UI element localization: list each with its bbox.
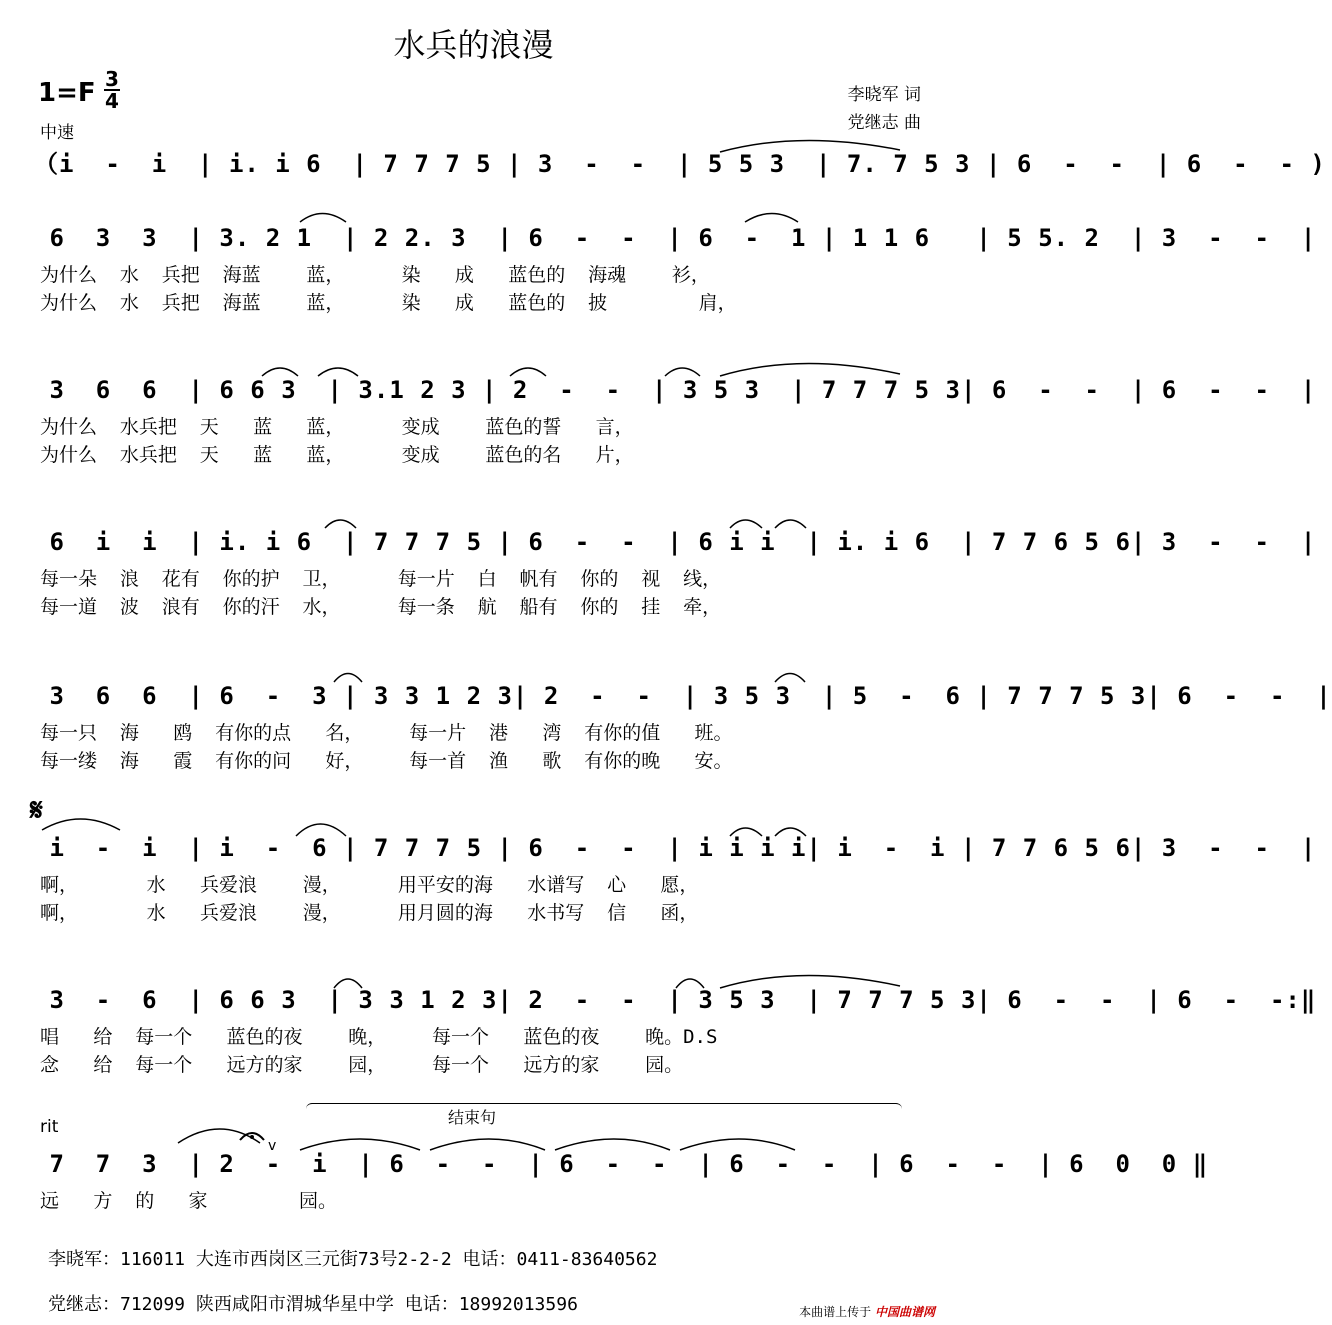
lyric-line: 念 给 每一个 远方的家 园， 每一个 远方的家 园。: [40, 1054, 684, 1076]
lyric-line: 每一只 海 鸥 有你的点 名， 每一片 港 湾 有你的值 班。: [40, 722, 733, 744]
fermata: [240, 1133, 264, 1140]
upload-watermark: [799, 1303, 935, 1320]
time-top: 3: [105, 67, 119, 91]
lyric-line: 啊， 水 兵爱浪 漫， 用月圆的海 水书写 信 函，: [40, 902, 699, 924]
lyric-line: 每一朵 浪 花有 你的护 卫， 每一片 白 帆有 你的 视 线，: [40, 568, 722, 590]
notation-line: 3 - 6 | 6 6 3 | 3 3 1 2 3| 2 - - | 3 5 3 | 7 7 7 5 3| 6 - - | 6 - -:‖: [34, 986, 1317, 1014]
notation-line: i - i | i - 6 | 7 7 7 5 | 6 - - | i i i i| i - i | 7 7 6 5 6| 3 - - |: [34, 834, 1317, 862]
score-system: [34, 368, 1317, 466]
notation-line: 6 i i | i. i 6 | 7 7 7 5 | 6 - - | 6 i i | i. i 6 | 7 7 6 5 6| 3 - - |: [34, 528, 1317, 556]
score-system: [34, 1142, 1209, 1212]
upload-text: 本曲谱上传于: [799, 1305, 872, 1319]
fermata-dot: [250, 1135, 254, 1139]
composer-credit: 党继志 曲: [847, 113, 921, 133]
score-system: [34, 216, 1317, 314]
lyricist-address: 李晓军：116011 大连市西岗区三元街73号2-2-2 电话：0411-83640562: [48, 1249, 658, 1270]
score-system: [34, 520, 1317, 618]
score-system: [34, 142, 1326, 186]
lyric-line: 啊， 水 兵爱浪 漫， 用平安的海 水谱写 心 愿，: [40, 874, 699, 896]
lyric-line: 远 方 的 家 园。: [40, 1190, 338, 1212]
notation-line: 3 6 6 | 6 6 3 | 3.1 2 3 | 2 - - | 3 5 3 | 7 7 7 5 3| 6 - - | 6 - - |: [34, 376, 1317, 404]
breath-mark: v: [268, 1138, 277, 1154]
song-title: 水兵的浪漫: [393, 26, 554, 64]
lyric-line: 每一道 波 浪有 你的汗 水， 每一条 航 船有 你的 挂 牵，: [40, 596, 722, 618]
time-bottom: 4: [105, 89, 119, 113]
lyricist-credit: 李晓军 词: [847, 85, 921, 105]
segno-sign: 𝄋: [30, 793, 43, 828]
site-logo: 中国曲谱网: [874, 1305, 935, 1319]
score-system: [34, 674, 1332, 772]
composer-address: 党继志：712099 陕西咸阳市渭城华星中学 电话：18992013596: [48, 1294, 578, 1315]
score-system: [34, 978, 1317, 1076]
notation-line: （i - i | i. i 6 | 7 7 7 5 | 3 - - | 5 5 3 | 7. 7 5 3 | 6 - - | 6 - - ): [34, 150, 1326, 178]
slur: [178, 1129, 260, 1143]
time-signature: [104, 67, 120, 113]
ending-label: 结束句: [448, 1108, 497, 1127]
notation-line: 6 3 3 | 3. 2 1 | 2 2. 3 | 6 - - | 6 - 1 | 1 1 6 | 5 5. 2 | 3 - - |: [34, 224, 1317, 252]
notation-line: 3 6 6 | 6 - 3 | 3 3 1 2 3| 2 - - | 3 5 3 | 5 - 6 | 7 7 7 5 3| 6 - - |: [34, 682, 1332, 710]
notation-line: 7 7 3 | 2 - i | 6 - - | 6 - - | 6 - - | 6 - - | 6 0 0 ‖: [34, 1150, 1209, 1178]
tempo-marking: 中速: [40, 123, 74, 143]
lyric-line: 为什么 水兵把 天 蓝 蓝， 变成 蓝色的誓 言，: [40, 416, 634, 438]
ending-bracket: [306, 1103, 902, 1114]
lyric-line: 每一缕 海 霞 有你的问 好， 每一首 渔 歌 有你的晚 安。: [40, 750, 733, 772]
lyric-line: 为什么 水兵把 天 蓝 蓝， 变成 蓝色的名 片，: [40, 444, 634, 466]
lyric-line: 为什么 水 兵把 海蓝 蓝， 染 成 蓝色的 披 肩，: [40, 292, 737, 314]
ritardando-marking: rit: [40, 1117, 59, 1137]
lyric-line: 唱 给 每一个 蓝色的夜 晚， 每一个 蓝色的夜 晚。D.S: [40, 1026, 718, 1048]
score-system: [34, 826, 1317, 924]
key-signature: 1=F: [38, 78, 96, 108]
lyric-line: 为什么 水 兵把 海蓝 蓝， 染 成 蓝色的 海魂 衫，: [40, 264, 710, 286]
